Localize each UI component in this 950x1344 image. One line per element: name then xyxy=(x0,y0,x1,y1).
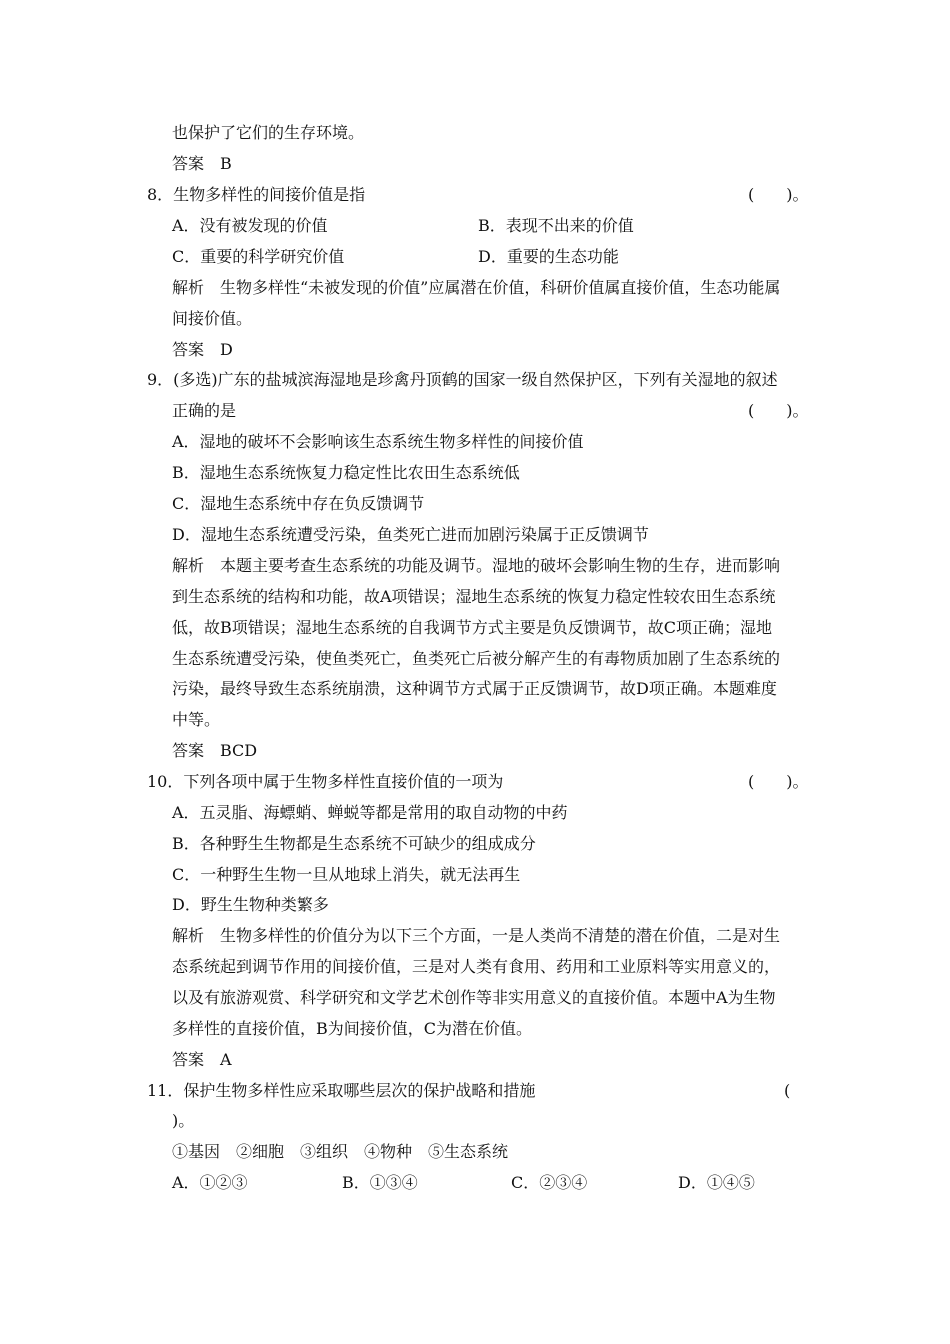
q9-answer-blank: ( )。 xyxy=(748,401,809,420)
q8-answer: 答案 D xyxy=(172,340,233,359)
q11-paren-close: )。 xyxy=(172,1111,195,1130)
q11-option-c: C．②③④ xyxy=(511,1173,588,1192)
q10-analysis-line: 解析 生物多样性的价值分为以下三个方面，一是人类尚不清楚的潜在价值，二是对生 xyxy=(172,926,781,945)
q9-option-d: D．湿地生态系统遭受污染，鱼类死亡进而加剧污染属于正反馈调节 xyxy=(172,525,649,544)
q11-items: ①基因 ②细胞 ③组织 ④物种 ⑤生态系统 xyxy=(172,1142,509,1161)
q8-analysis-line: 间接价值。 xyxy=(172,309,253,328)
q9-analysis-line: 到生态系统的结构和功能，故A项错误；湿地生态系统的恢复力稳定性较农田生态系统 xyxy=(172,587,776,606)
q9-stem-line: 正确的是 xyxy=(172,401,237,420)
q9-answer: 答案 BCD xyxy=(172,741,258,760)
q9-option-c: C．湿地生态系统中存在负反馈调节 xyxy=(172,494,425,513)
q10-option-a: A．五灵脂、海螵蛸、蝉蜕等都是常用的取自动物的中药 xyxy=(172,803,568,822)
q10-analysis-line: 多样性的直接价值，B为间接价值，C为潜在价值。 xyxy=(172,1019,533,1038)
q9-option-a: A．湿地的破坏不会影响该生态系统生物多样性的间接价值 xyxy=(172,432,584,451)
q11-option-a: A．①②③ xyxy=(172,1173,248,1192)
q9-analysis-line: 解析 本题主要考查生态系统的功能及调节。湿地的破坏会影响生物的生存，进而影响 xyxy=(172,556,781,575)
q8-option-d: D．重要的生态功能 xyxy=(478,247,619,266)
q11-paren-open: ( xyxy=(784,1081,791,1100)
q9-option-b: B．湿地生态系统恢复力稳定性比农田生态系统低 xyxy=(172,463,520,482)
q10-option-b: B．各种野生生物都是生态系统不可缺少的组成成分 xyxy=(172,834,536,853)
q10-answer: 答案 A xyxy=(172,1050,232,1069)
q7-continuation: 也保护了它们的生存环境。 xyxy=(172,123,365,142)
q8-stem: 8．生物多样性的间接价值是指 xyxy=(147,185,366,204)
q10-answer-blank: ( )。 xyxy=(748,772,809,791)
q8-option-b: B．表现不出来的价值 xyxy=(478,216,634,235)
q8-option-c: C．重要的科学研究价值 xyxy=(172,247,345,266)
q10-option-c: C．一种野生生物一旦从地球上消失，就无法再生 xyxy=(172,865,521,884)
q11-option-b: B．①③④ xyxy=(342,1173,418,1192)
q11-stem: 11．保护生物多样性应采取哪些层次的保护战略和措施 xyxy=(147,1081,536,1100)
q9-analysis-line: 生态系统遭受污染，使鱼类死亡，鱼类死亡后被分解产生的有毒物质加剧了生态系统的 xyxy=(172,649,781,668)
q9-analysis-line: 中等。 xyxy=(172,710,221,729)
q9-stem-line: 9．(多选)广东的盐城滨海湿地是珍禽丹顶鹤的国家一级自然保护区，下列有关湿地的叙述 xyxy=(147,370,778,389)
q10-analysis-line: 态系统起到调节作用的间接价值，三是对人类有食用、药用和工业原料等实用意义的， xyxy=(172,957,781,976)
q10-analysis-line: 以及有旅游观赏、科学研究和文学艺术创作等非实用意义的直接价值。本题中A为生物 xyxy=(172,988,776,1007)
q8-option-a: A．没有被发现的价值 xyxy=(172,216,328,235)
q10-option-d: D．野生生物种类繁多 xyxy=(172,895,329,914)
q11-option-d: D．①④⑤ xyxy=(678,1173,755,1192)
q10-stem: 10．下列各项中属于生物多样性直接价值的一项为 xyxy=(147,772,504,791)
q9-analysis-line: 低，故B项错误；湿地生态系统的自我调节方式主要是负反馈调节，故C项正确；湿地 xyxy=(172,618,773,637)
q8-analysis-line: 解析 生物多样性“未被发现的价值”应属潜在价值，科研价值属直接价值，生态功能属 xyxy=(172,278,781,297)
q7-answer: 答案 B xyxy=(172,154,232,173)
q9-analysis-line: 污染，最终导致生态系统崩溃，这种调节方式属于正反馈调节，故D项正确。本题难度 xyxy=(172,679,777,698)
q8-answer-blank: ( )。 xyxy=(748,185,809,204)
